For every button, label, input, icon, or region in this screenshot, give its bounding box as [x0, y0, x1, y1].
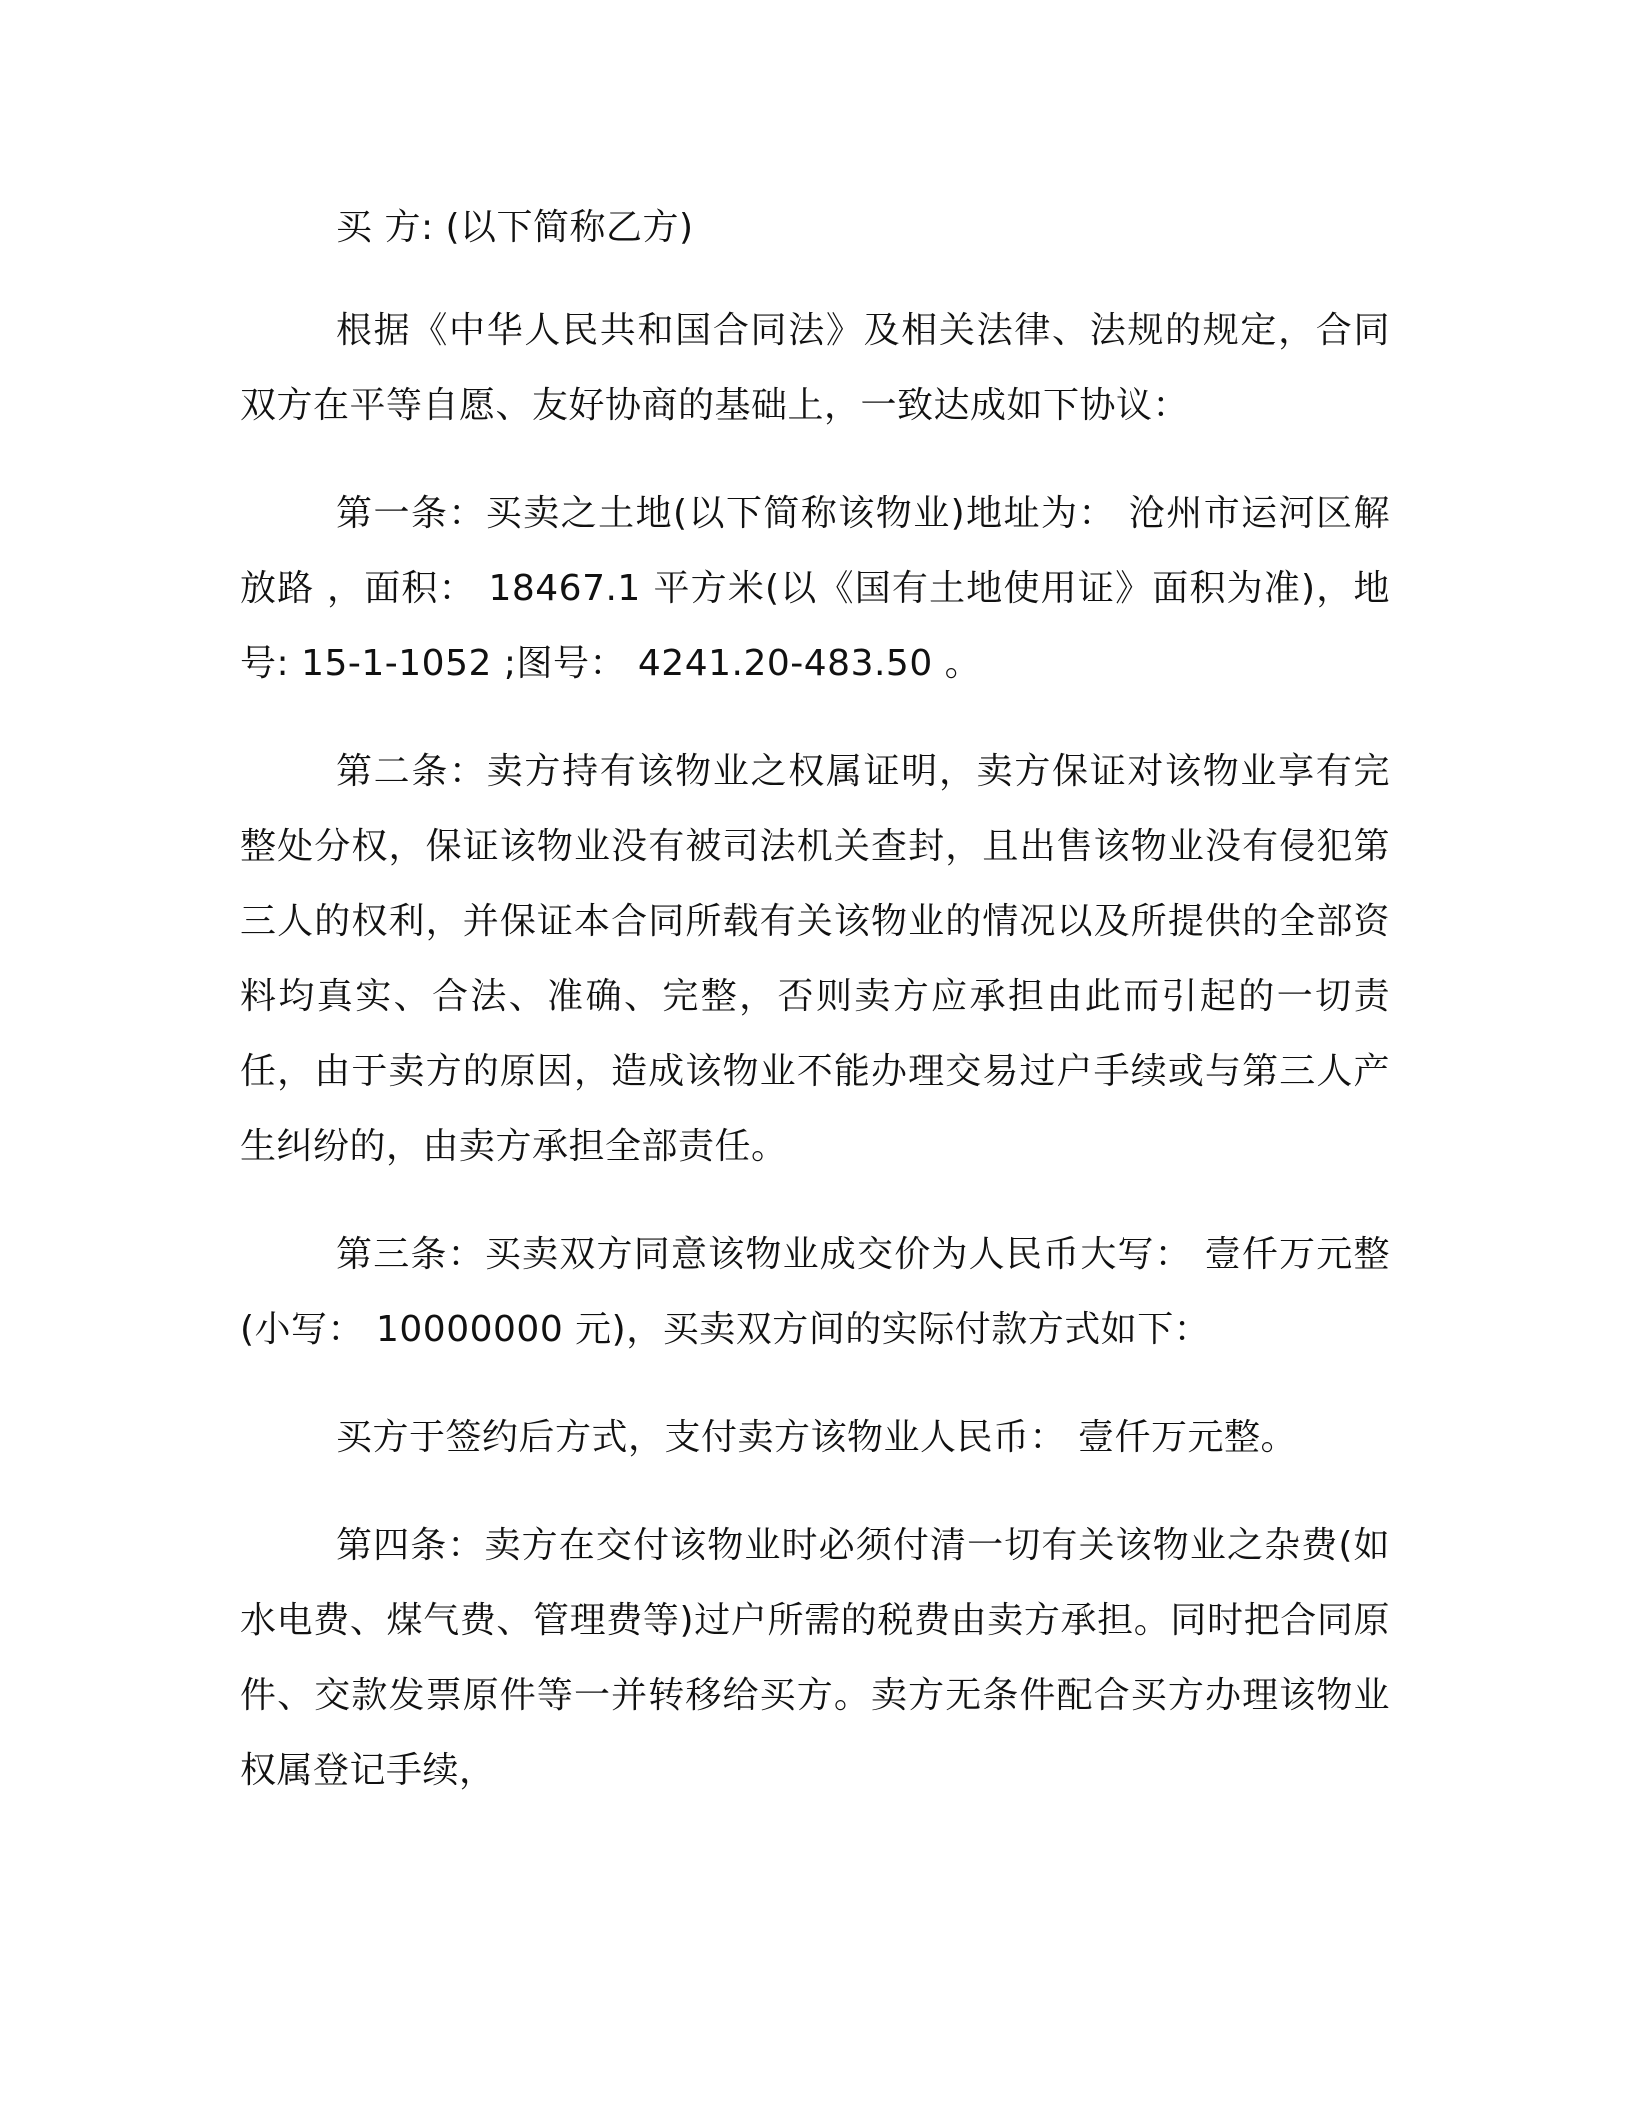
article-1: 第一条：买卖之土地(以下简称该物业)地址为： 沧州市运河区解放路 ，面积： 18467.1 平方米(以《国有土地使用证》面积为准)，地号: 15-1-1052 ;图号： 4241.20-483.50 。 — [240, 493, 1390, 684]
contract-preamble: 根据《中华人民共和国合同法》及相关法律、法规的规定，合同双方在平等自愿、友好协商的基础上，一致达成如下协议： — [240, 310, 1390, 426]
article-4: 第四条：卖方在交付该物业时必须付清一切有关该物业之杂费(如水电费、煤气费、管理费等)过户所需的税费由卖方承担。同时把合同原件、交款发票原件等一并转移给买方。卖方无条件配合买方办理该物业权属登记手续， — [240, 1525, 1390, 1791]
article-2: 第二条：卖方持有该物业之权属证明，卖方保证对该物业享有完整处分权，保证该物业没有被司法机关查封，且出售该物业没有侵犯第三人的权利，并保证本合同所载有关该物业的情况以及所提供的全部资料均真实、合法、准确、完整，否则卖方应承担由此而引起的一切责任，由于卖方的原因，造成该物业不能办理交易过户手续或与第三人产生纠纷的，由卖方承担全部责任。 — [240, 751, 1390, 1167]
article-3: 第三条：买卖双方同意该物业成交价为人民币大写： 壹仟万元整(小写： 10000000 元)，买卖双方间的实际付款方式如下： — [240, 1234, 1390, 1350]
contract-page — [240, 190, 1390, 1808]
buyer-line: 买 方: (以下简称乙方) — [336, 207, 694, 248]
payment-method: 买方于签约后方式，支付卖方该物业人民币： 壹仟万元整。 — [336, 1417, 1297, 1458]
